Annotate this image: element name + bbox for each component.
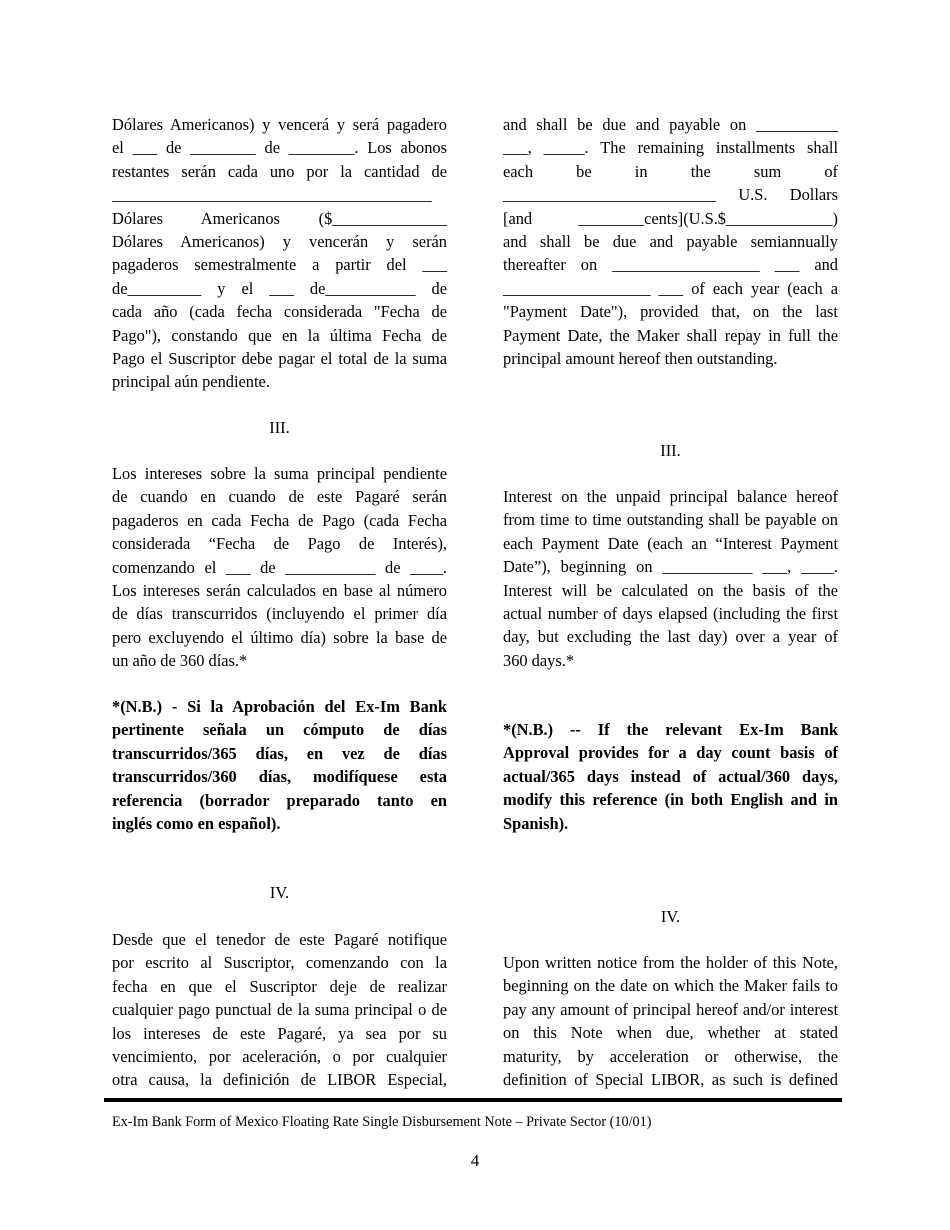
text-line: maturity, by acceleration or otherwise, the (503, 1046, 838, 1066)
text-line: on this Note when due, whether at stated (503, 1023, 838, 1043)
text-line: principal aún pendiente. (112, 372, 270, 392)
text-line: each be in the sum of (503, 161, 838, 181)
text-line: restantes serán cada uno por la cantidad de (112, 161, 447, 181)
text-line: [and ________cents](U.S.$_____________) (503, 208, 838, 228)
footer-text: Ex-Im Bank Form of Mexico Floating Rate Single Disbursement Note – Private Sector (10/01) (112, 1114, 652, 1130)
text-line: day, but excluding the last day) over a year of (503, 627, 838, 647)
spanish-para-iii (112, 462, 447, 673)
text-line: ___, _____. The remaining installments shall (503, 138, 838, 158)
text-line: considerada “Fecha de Pago de Interés), (112, 534, 447, 554)
english-nb-note (503, 718, 838, 835)
text-line: Spanish). (503, 813, 569, 833)
footer-rule (104, 1098, 842, 1102)
text-line: actual number of days elapsed (including the first (503, 604, 838, 624)
text-line: cada año (cada fecha considerada "Fecha de (112, 302, 447, 322)
text-line: and shall be due and payable semiannually (503, 232, 838, 252)
english-para-iii (503, 485, 838, 672)
text-line: Los intereses sobre la suma principal pendiente (112, 464, 447, 483)
text-line: pagaderos en cada Fecha de Pago (cada Fecha (112, 510, 447, 530)
text-line: Dólares Americanos ($______________ (112, 208, 447, 228)
text-line: transcurridos/365 días, en vez de días (112, 743, 447, 763)
text-line: Dólares Americanos) y vencerá y será pagadero (112, 115, 447, 134)
text-line: actual/365 days instead of actual/360 days, (503, 766, 838, 786)
text-line: fecha en que el Suscriptor deje de realizar (112, 976, 447, 996)
text-line: Upon written notice from the holder of this Note, (503, 953, 838, 972)
text-line: Approval provides for a day count basis of (503, 743, 838, 763)
text-line: 360 days.* (503, 650, 575, 670)
text-line: *(N.B.) -- If the relevant Ex-Im Bank (503, 720, 838, 739)
text-line: de cuando en cuando de este Pagaré serán (112, 487, 447, 507)
english-heading-iv: IV. (660, 907, 681, 926)
text-line: Interest will be calculated on the basis of the (503, 580, 838, 600)
text-line: por escrito al Suscriptor, comenzando con la (112, 953, 447, 973)
text-line: otra causa, la definición de LIBOR Especial, (112, 1070, 447, 1090)
text-line: un año de 360 días.* (112, 651, 248, 671)
text-line: transcurridos/360 días, modifíquese esta (112, 767, 447, 787)
text-line: el ___ de ________ de ________. Los abonos (112, 138, 447, 158)
text-line: vencimiento, por aceleración, o por cualquier (112, 1047, 447, 1067)
spanish-heading-iii: III. (269, 418, 290, 437)
text-line: pero excluyendo el último día) sobre la base de (112, 627, 447, 647)
spanish-para-iv (112, 928, 447, 1092)
text-line: each Payment Date (each an “Interest Payment (503, 533, 838, 553)
text-line: Date”), beginning on ___________ ___, ____. (503, 557, 838, 577)
spanish-para-ii-continued (112, 113, 447, 394)
english-para-iv (503, 951, 838, 1091)
text-line: pagaderos semestralmente a partir del ___ (112, 255, 447, 275)
text-line: de_________ y el ___ de___________ de (112, 278, 447, 298)
text-line: thereafter on __________________ ___ and (503, 255, 838, 275)
text-line: *(N.B.) - Si la Aprobación del Ex-Im Bank (112, 697, 447, 716)
text-line: de días transcurridos (incluyendo el primer día (112, 604, 447, 624)
spanish-nb-note (112, 695, 447, 835)
text-line: Payment Date, the Maker shall repay in full the (503, 325, 838, 345)
text-line: Interest on the unpaid principal balance hereof (503, 487, 838, 506)
text-line: "Payment Date"), provided that, on the last (503, 302, 838, 322)
text-line: cualquier pago punctual de la suma principal o de (112, 1000, 447, 1020)
text-line: Pago"), constando que en la última Fecha de (112, 325, 447, 345)
text-line: Desde que el tenedor de este Pagaré notifique (112, 930, 447, 949)
page-number: 4 (470, 1151, 480, 1170)
text-line: and shall be due and payable on __________ (503, 115, 838, 134)
text-line: referencia (borrador preparado tanto en (112, 790, 447, 810)
text-line: definition of Special LIBOR, as such is defined (503, 1070, 838, 1090)
text-line: __________________________ U.S. Dollars (503, 185, 838, 205)
text-line: principal amount hereof then outstanding. (503, 349, 778, 369)
text-line: inglés como en español). (112, 814, 281, 834)
text-line: __________________ ___ of each year (each a (503, 278, 838, 298)
text-line: Dólares Americanos) y vencerán y serán (112, 232, 447, 252)
text-line: pay any amount of principal hereof and/or interest (503, 999, 838, 1019)
text-line: modify this reference (in both English and in (503, 790, 838, 810)
english-para-ii-continued (503, 113, 838, 370)
text-line: _______________________________________ (112, 185, 432, 205)
text-line: los intereses de este Pagaré, ya sea por su (112, 1023, 447, 1043)
text-line: comenzando el ___ de ___________ de ____. (112, 557, 447, 577)
text-line: pertinente señala un cómputo de días (112, 720, 447, 740)
text-line: from time to time outstanding shall be payable on (503, 510, 838, 530)
text-line: Los intereses serán calculados en base al número (112, 581, 447, 601)
text-line: beginning on the date on which the Maker fails to (503, 976, 838, 996)
spanish-heading-iv: IV. (269, 883, 290, 902)
english-heading-iii: III. (660, 441, 681, 460)
text-line: Pago el Suscriptor debe pagar el total de la suma (112, 349, 447, 369)
